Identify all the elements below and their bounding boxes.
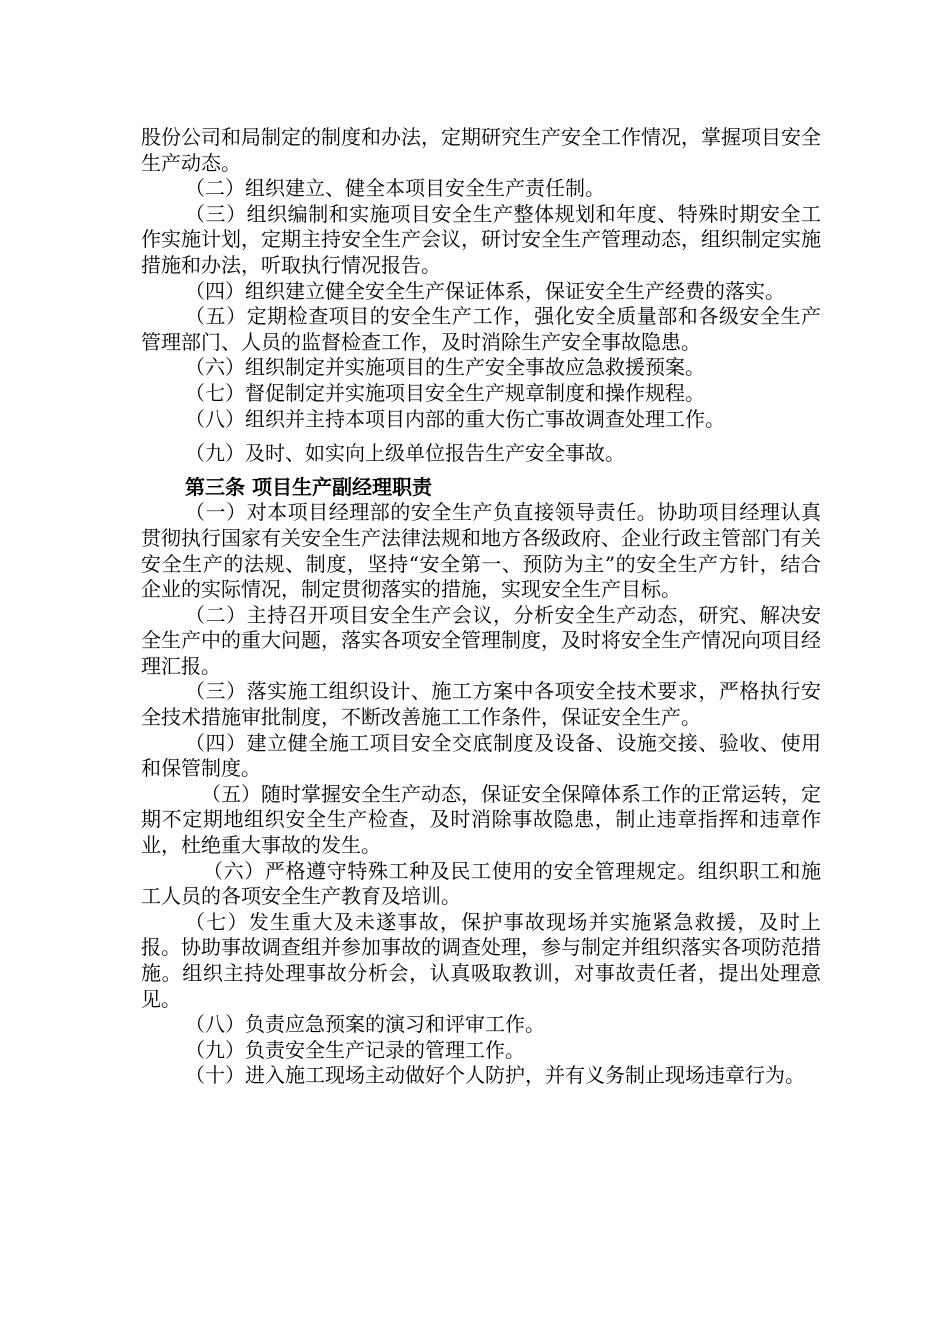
document-body [141, 125, 821, 1089]
paragraph-continuation: 股份公司和局制定的制度和办法，定期研究生产安全工作情况，掌握项目安全生产动态。 [141, 125, 821, 175]
paragraph-item-5: （五）定期检查项目的安全生产工作，强化安全质量部和各级安全生产管理部门、人员的监督检查工作，及时消除生产安全事故隐患。 [141, 304, 821, 354]
paragraph-item-7: （七）督促制定并实施项目安全生产规章制度和操作规程。 [185, 380, 705, 405]
article-item-8: （八）负责应急预案的演习和评审工作。 [185, 1012, 545, 1037]
paragraph-item-4: （四）组织建立健全安全生产保证体系，保证安全生产经费的落实。 [185, 278, 785, 303]
paragraph-item-8: （八）组织并主持本项目内部的重大伤亡事故调查处理工作。 [185, 406, 725, 431]
article-heading: 第三条 项目生产副经理职责 [185, 474, 432, 499]
article-item-3: （三）落实施工组织设计、施工方案中各项安全技术要求，严格执行安全技术措施审批制度，不断改善施工工作条件，保证安全生产。 [141, 679, 821, 730]
article-item-9: （九）负责安全生产记录的管理工作。 [185, 1037, 525, 1062]
paragraph-item-6: （六）组织制定并实施项目的生产安全事故应急救援预案。 [185, 355, 705, 380]
article-item-10: （十）进入施工现场主动做好个人防护，并有义务制止现场违章行为。 [185, 1063, 805, 1088]
paragraph-item-9: （九）及时、如实向上级单位报告生产安全事故。 [185, 441, 625, 466]
paragraph-item-2: （二）组织建立、健全本项目安全生产责任制。 [185, 176, 605, 201]
article-item-6: （六）严格遵守特殊工种及民工使用的安全管理规定。组织职工和施工人员的各项安全生产教育及培训。 [141, 858, 821, 909]
article-item-4: （四）建立健全施工项目安全交底制度及设备、设施交接、验收、使用和保管制度。 [141, 730, 821, 781]
article-item-1: （一）对本项目经理部的安全生产负直接领导责任。协助项目经理认真贯彻执行国家有关安全生产法律法规和地方各级政府、企业行政主管部门有关安全生产的法规、制度，坚持“安全第一、预防为主”的安全生产方针，结合企业的实际情况，制定贯彻落实的措施，实现安全生产目标。 [141, 500, 821, 602]
paragraph-item-3: （三）组织编制和实施项目安全生产整体规划和年度、特殊时期安全工作实施计划，定期主持安全生产会议，研讨安全生产管理动态，组织制定实施措施和办法，听取执行情况报告。 [141, 201, 821, 277]
article-item-7: （七）发生重大及未遂事故，保护事故现场并实施紧急救援，及时上报。协助事故调查组并参加事故的调查处理，参与制定并组织落实各项防范措施。组织主持处理事故分析会，认真吸取教训，对事故责任者，提出处理意见。 [141, 909, 821, 1011]
article-item-2: （二）主持召开项目安全生产会议，分析安全生产动态，研究、解决安全生产中的重大问题，落实各项安全管理制度，及时将安全生产情况向项目经理汇报。 [141, 602, 821, 678]
article-item-5: （五）随时掌握安全生产动态，保证安全保障体系工作的正常运转，定期不定期地组织安全生产检查，及时消除事故隐患，制止违章指挥和违章作业，杜绝重大事故的发生。 [141, 781, 821, 858]
